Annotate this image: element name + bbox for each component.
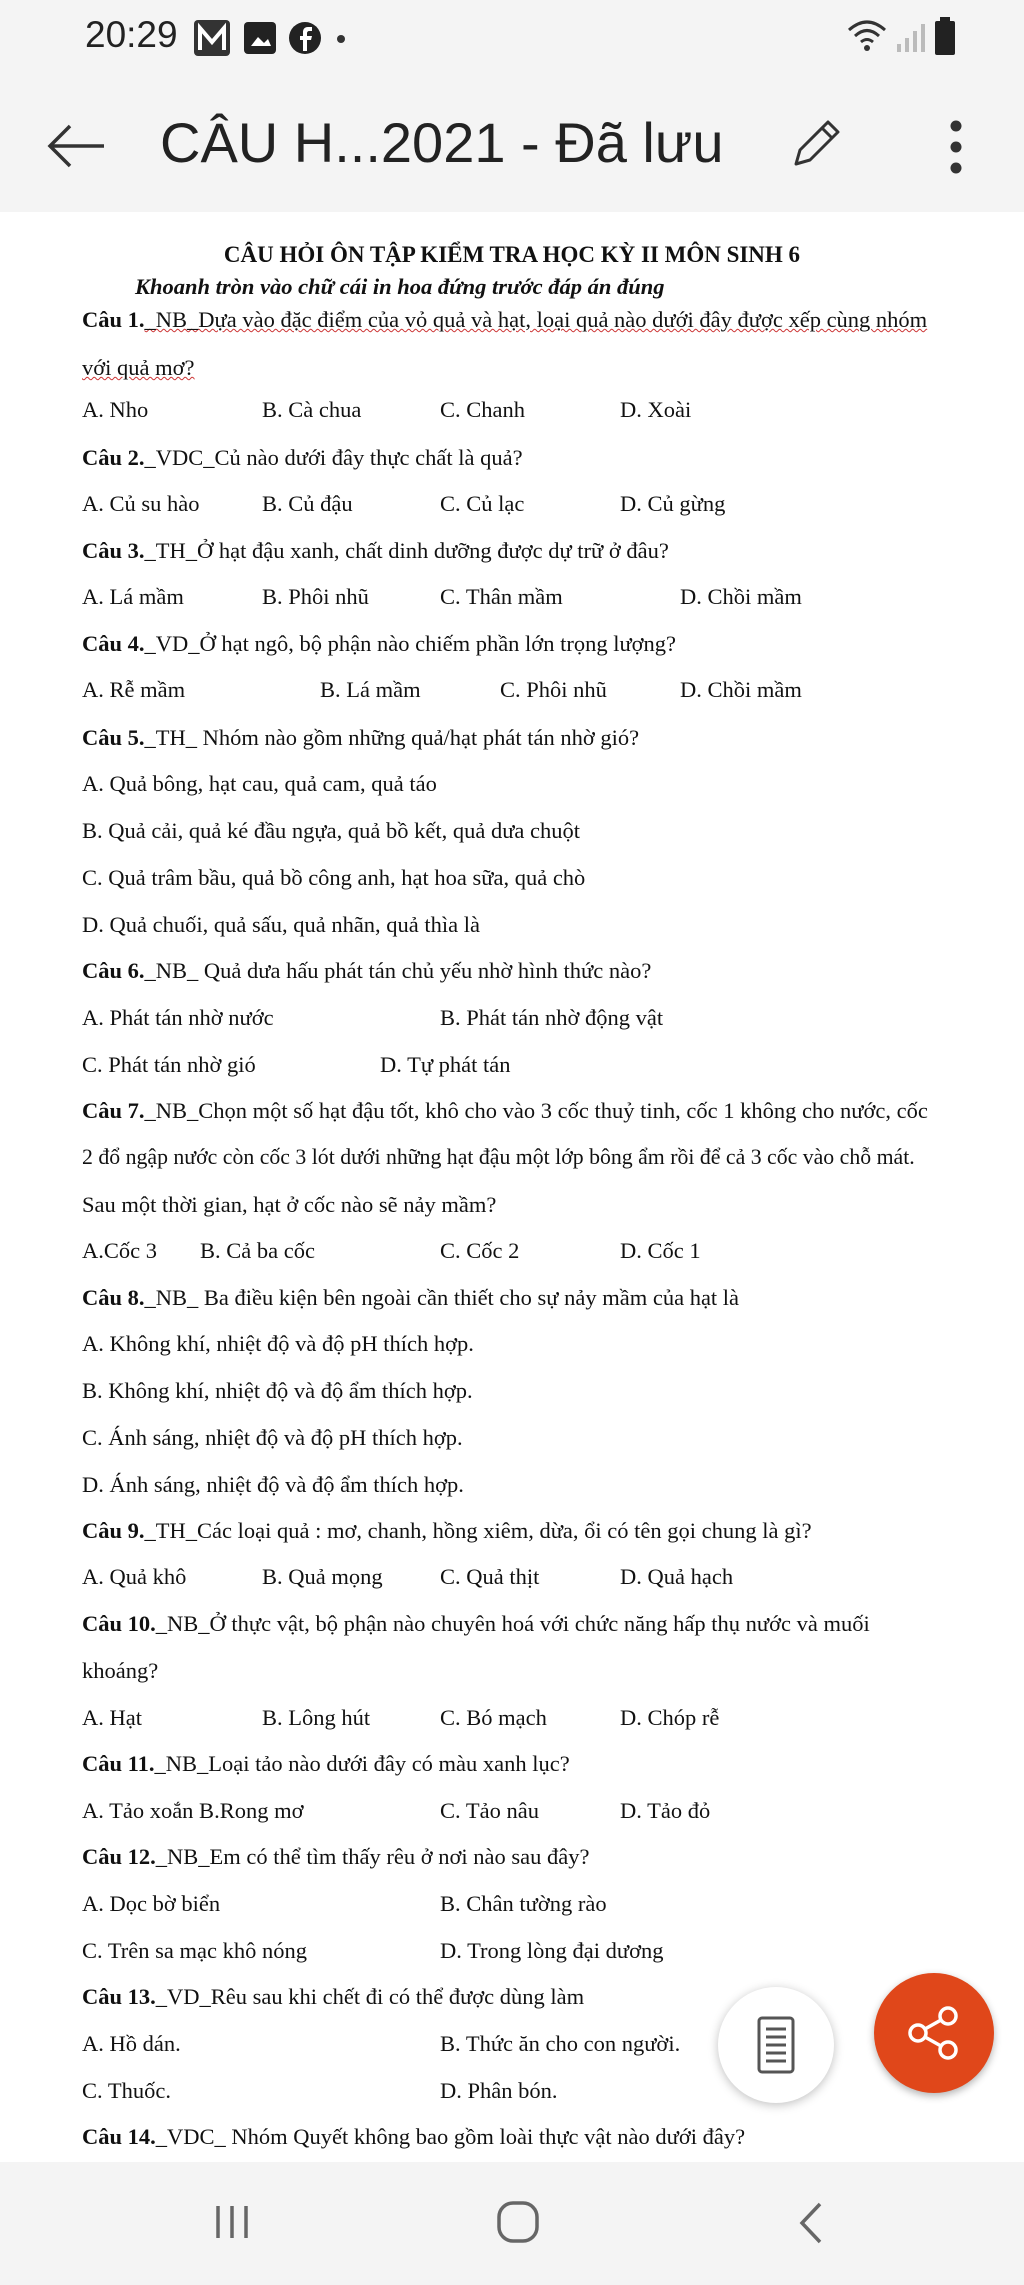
question-7-cont: 2 đổ ngập nước còn cốc 3 lót dưới những hạt đậu một lớp bông ẩm rồi để cả 3 cốc vào chỗ mát. [82,1145,915,1169]
question-8: Câu 8._NB_ Ba điều kiện bên ngoài cần thiết cho sự nảy mầm của hạt là [82,1285,740,1310]
option-d: D. Chồi mầm [680,584,802,609]
option-c: C. Phôi nhũ [500,677,607,702]
option-d: D. Trong lòng đại dương [440,1938,664,1963]
back-arrow-icon[interactable] [44,120,108,172]
share-button[interactable] [874,1973,994,2093]
option-c: C. Quả trâm bầu, quả bồ công anh, hạt hoa sữa, quả chò [82,865,586,890]
question-11: Câu 11._NB_Loại tảo nào dưới đây có màu xanh lục? [82,1751,570,1776]
doc-heading: CÂU HỎI ÔN TẬP KIỂM TRA HỌC KỲ II MÔN SINH 6 [223,242,801,267]
option-d: D. Quả chuối, quả sấu, quả nhãn, quả thìa là [82,912,481,937]
option-b: B. Quả mọng [262,1564,383,1589]
option-a: A. Củ su hào [82,491,200,516]
option-a: A. Không khí, nhiệt độ và độ pH thích hợp. [82,1331,474,1356]
navigation-bar [0,2162,1024,2285]
option-a: A. Phát tán nhờ nước [82,1005,274,1030]
question-4: Câu 4._VD_Ở hạt ngô, bộ phận nào chiếm phần lớn trọng lượng? [82,631,677,656]
question-13: Câu 13._VD_Rêu sau khi chết đi có thể được dùng làm [82,1984,585,2009]
option-b: B. Phôi nhũ [262,584,369,609]
option-d: D. Phân bón. [440,2078,558,2103]
wifi-icon [845,16,889,56]
option-c: C. Thân mầm [440,584,563,609]
question-6: Câu 6._NB_ Quả dưa hấu phát tán chủ yếu nhờ hình thức nào? [82,958,652,983]
option-c: C. Cốc 2 [440,1238,520,1263]
option-b: B. Lông hút [262,1705,371,1730]
table-of-contents-button[interactable] [718,1987,834,2103]
option-a: A.Cốc 3 [82,1238,157,1263]
question-7-cont: Sau một thời gian, hạt ở cốc nào sẽ nảy mầm? [82,1192,497,1217]
option-b: B. Quả cải, quả ké đầu ngựa, quả bồ kết, quả dưa chuột [82,818,580,843]
option-b: B. Phát tán nhờ động vật [440,1005,664,1030]
option-c: C. Chanh [440,397,526,422]
question-1: Câu 1._NB_Dựa vào đặc điểm của vỏ quả và hạt, loại quả nào dưới đây được xếp cùng nhóm [82,307,928,332]
more-vert-icon[interactable] [944,116,968,180]
back-icon[interactable] [796,2200,826,2246]
option-b: B. Lá mầm [320,677,421,702]
option-a: A. Lá mầm [82,584,184,609]
question-3: Câu 3._TH_Ở hạt đậu xanh, chất dinh dưỡng được dự trữ ở đâu? [82,538,669,563]
pencil-icon[interactable] [786,114,846,174]
option-c: C. Tảo nâu [440,1798,539,1823]
option-c: C. Bó mạch [440,1705,547,1730]
share-icon [904,2003,964,2063]
option-d: D. Quả hạch [620,1564,734,1589]
option-d: D. Tự phát tán [380,1052,511,1077]
status-time: 20:29 [85,14,178,55]
battery-icon [934,16,956,56]
gallery-icon [243,21,277,55]
document-title: CÂU H...2021 - Đã lưu [160,111,724,174]
dot-icon [336,34,346,44]
option-d: D. Ánh sáng, nhiệt độ và độ ẩm thích hợp. [82,1472,464,1497]
question-2: Câu 2._VDC_Củ nào dưới đây thực chất là quả? [82,445,523,470]
option-a: A. Hạt [82,1705,142,1730]
option-c: C. Củ lạc [440,491,525,516]
option-b: B. Cà chua [262,397,362,422]
option-a: A. Dọc bờ biển [82,1891,221,1916]
option-a: A. Quả khô [82,1564,187,1589]
recents-icon[interactable] [212,2202,252,2242]
question-9: Câu 9._TH_Các loại quả : mơ, chanh, hồng xiêm, dừa, ổi có tên gọi chung là gì? [82,1518,812,1543]
option-b: B. Thức ăn cho con người. [440,2031,681,2056]
option-d: D. Xoài [620,397,692,422]
option-b: B. Chân tường rào [440,1891,607,1916]
option-c: C. Thuốc. [82,2078,171,2103]
question-10: Câu 10._NB_Ở thực vật, bộ phận nào chuyên hoá với chức năng hấp thụ nước và muối [82,1611,870,1636]
question-10-cont: khoáng? [82,1658,159,1683]
option-a: A. Quả bông, hạt cau, quả cam, quả táo [82,771,437,796]
question-5: Câu 5._TH_ Nhóm nào gồm những quả/hạt phát tán nhờ gió? [82,725,640,750]
option-d: D. Tảo đỏ [620,1798,711,1823]
option-c: C. Quả thịt [440,1564,540,1589]
option-d: D. Chồi mầm [680,677,802,702]
option-d: D. Củ gừng [620,491,726,516]
option-a: A. Hồ dán. [82,2031,181,2056]
home-icon[interactable] [496,2200,540,2244]
doc-instruction: Khoanh tròn vào chữ cái in hoa đứng trước đáp án đúng [135,274,665,299]
option-b: B. Không khí, nhiệt độ và độ ẩm thích hợp. [82,1378,473,1403]
facebook-icon [288,21,322,55]
option-a: A. Tảo xoắn B.Rong mơ [82,1798,304,1823]
option-c: C. Phát tán nhờ gió [82,1052,256,1077]
question-12: Câu 12._NB_Em có thể tìm thấy rêu ở nơi nào sau đây? [82,1844,590,1869]
document-page [0,212,1024,2162]
question-7: Câu 7._NB_Chọn một số hạt đậu tốt, khô cho vào 3 cốc thuỷ tinh, cốc 1 không cho nước, cốc [82,1098,928,1123]
signal-icon [893,20,927,54]
app-bar [0,78,1024,212]
question-14: Câu 14._VDC_ Nhóm Quyết không bao gồm loài thực vật nào dưới đây? [82,2124,746,2149]
option-a: A. Nho [82,397,149,422]
option-c: C. Ánh sáng, nhiệt độ và độ pH thích hợp. [82,1425,463,1450]
status-bar [0,0,1024,78]
option-c: C. Trên sa mạc khô nóng [82,1938,307,1963]
question-1-cont: với quả mơ? [82,355,195,380]
option-d: D. Cốc 1 [620,1238,701,1263]
option-a: A. Rễ mầm [82,677,186,702]
option-b: B. Cả ba cốc [200,1238,315,1263]
option-d: D. Chóp rễ [620,1705,720,1730]
m-app-icon [192,18,232,58]
option-b: B. Củ đậu [262,491,353,516]
document-list-icon [756,2015,796,2075]
